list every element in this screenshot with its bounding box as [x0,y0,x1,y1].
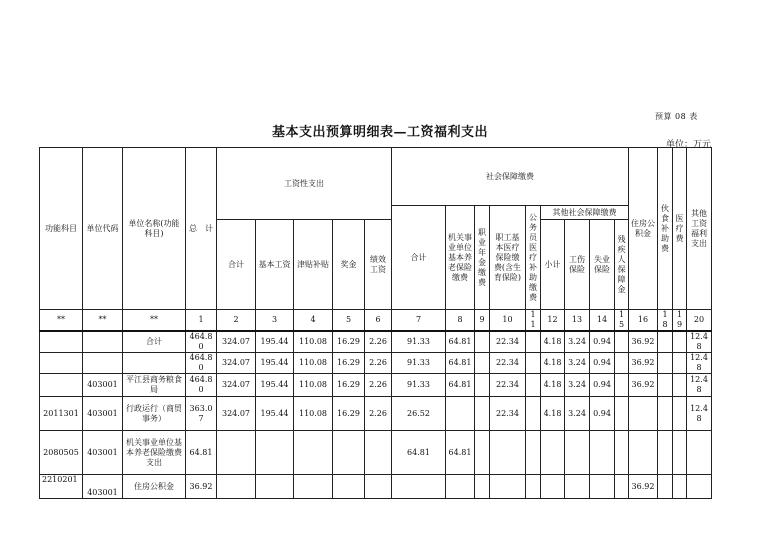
cell-civil-medical [526,331,541,353]
cell-pension: 64.81 [446,431,475,475]
cell-annuity [475,431,490,475]
cell-housing [629,431,658,475]
index-cell: 8 [446,310,475,332]
cell-bonus: 16.29 [333,331,365,353]
cell-disability [615,397,629,431]
header-other-social-group: 其他社会保障缴费 [541,206,629,220]
cell-basic-wage: 195.44 [256,397,294,431]
index-cell: 13 [565,310,590,332]
cell-medical-fee [673,431,687,475]
cell-total: 363.07 [186,397,217,431]
cell-bonus [333,475,365,499]
cell-bonus: 16.29 [333,374,365,397]
cell-total: 36.92 [186,475,217,499]
cell-housing: 36.92 [629,374,658,397]
cell-other-subtotal [541,431,565,475]
page-code: 预算 08 表 [655,112,698,121]
cell-name: 行政运行（商贸事务） [123,397,186,431]
index-cell: ** [123,310,186,332]
cell-name: 住房公积金 [123,475,186,499]
cell-disability [615,431,629,475]
cell-civil-medical [526,431,541,475]
cell-medical-fee [673,397,687,431]
cell-social-total: 91.33 [392,374,446,397]
cell-total: 464.80 [186,374,217,397]
cell-injury: 3.24 [565,374,590,397]
cell-bonus: 16.29 [333,353,365,374]
cell-pension [446,397,475,431]
cell-injury: 3.24 [565,331,590,353]
cell-unemployment: 0.94 [590,331,615,353]
cell-basic-wage [256,475,294,499]
index-row [40,310,712,332]
cell-disability [615,475,629,499]
cell-pension [446,475,475,499]
cell-other-subtotal: 4.18 [541,331,565,353]
cell-name: 机关事业单位基本养老保险缴费支出 [123,431,186,475]
cell-housing: 36.92 [629,353,658,374]
cell-other-welfare [687,431,712,475]
cell-func-code: 2080505 [40,431,83,475]
index-cell: 5 [333,310,365,332]
cell-bonus [333,431,365,475]
cell-allowance: 110.08 [294,374,333,397]
cell-medical-ins: 22.34 [490,374,526,397]
index-cell: 2 [217,310,256,332]
table-row [40,374,712,397]
cell-other-welfare: 12.48 [687,353,712,374]
cell-bonus: 16.29 [333,397,365,431]
cell-wage-total [217,475,256,499]
cell-social-total: 64.81 [392,431,446,475]
cell-disability [615,353,629,374]
header-func-subject: 功能科目 [40,148,83,310]
cell-func-code [40,374,83,397]
cell-wage-total: 324.07 [217,331,256,353]
header-civil-servant-medical: 公务员医疗补助缴费 [526,206,541,310]
index-cell: 15 [615,310,629,332]
cell-pension: 64.81 [446,374,475,397]
cell-wage-total: 324.07 [217,353,256,374]
index-cell: 11 [526,310,541,332]
cell-medical-ins: 22.34 [490,331,526,353]
cell-basic-wage: 195.44 [256,374,294,397]
cell-housing: 36.92 [629,475,658,499]
cell-wage-total [217,431,256,475]
cell-unit-code: 403001 [83,431,123,475]
header-pension: 机关事业单位基本养老保险缴费 [446,206,475,310]
header-allowance: 津贴补贴 [294,220,333,310]
cell-medical-fee [673,374,687,397]
cell-allowance [294,431,333,475]
cell-medical-fee [673,475,687,499]
cell-medical-ins [490,475,526,499]
cell-func-code: 2210201 [40,475,83,499]
cell-performance: 2.26 [365,353,392,374]
cell-unemployment [590,475,615,499]
cell-injury [565,431,590,475]
cell-performance [365,431,392,475]
cell-medical-ins: 22.34 [490,397,526,431]
cell-medical-fee [673,331,687,353]
cell-meal [658,353,673,374]
index-cell: 1 [186,310,217,332]
cell-total: 464.80 [186,353,217,374]
cell-basic-wage: 195.44 [256,353,294,374]
cell-other-welfare [687,475,712,499]
cell-func-code [40,353,83,374]
header-unit-code: 单位代码 [83,148,123,310]
cell-total: 464.80 [186,331,217,353]
header-unit-name: 单位名称(功能科目) [123,148,186,310]
table-row [40,397,712,431]
header-wage-group: 工资性支出 [217,148,392,220]
header-occupational-annuity: 职业年金缴费 [475,206,490,310]
cell-allowance: 110.08 [294,353,333,374]
page-title: 基本支出预算明细表—工资福利支出 [271,125,488,140]
header-housing-fund: 住房公积金 [629,148,658,310]
cell-meal [658,331,673,353]
cell-other-subtotal: 4.18 [541,397,565,431]
index-cell: ** [83,310,123,332]
index-cell: 7 [392,310,446,332]
cell-annuity [475,397,490,431]
header-row-1 [40,148,712,206]
cell-unit-code [83,353,123,374]
cell-allowance: 110.08 [294,331,333,353]
cell-name [123,353,186,374]
index-cell: 9 [475,310,490,332]
cell-basic-wage [256,431,294,475]
index-cell: 18 [658,310,673,332]
cell-annuity [475,374,490,397]
cell-social-total [392,475,446,499]
cell-performance: 2.26 [365,397,392,431]
cell-annuity [475,331,490,353]
cell-unit-code: 403001 [83,374,123,397]
cell-wage-total: 324.07 [217,397,256,431]
header-total: 总 计 [186,148,217,310]
cell-civil-medical [526,353,541,374]
cell-func-code [40,331,83,353]
cell-meal [658,475,673,499]
cell-disability [615,331,629,353]
cell-pension: 64.81 [446,331,475,353]
cell-performance [365,475,392,499]
cell-other-welfare: 12.48 [687,331,712,353]
cell-allowance: 110.08 [294,397,333,431]
cell-meal [658,374,673,397]
cell-annuity [475,475,490,499]
table-row [40,331,712,353]
index-cell: 4 [294,310,333,332]
index-cell: 10 [490,310,526,332]
table-row [40,475,712,499]
cell-civil-medical [526,397,541,431]
cell-performance: 2.26 [365,374,392,397]
cell-allowance [294,475,333,499]
cell-func-code: 2011301 [40,397,83,431]
cell-civil-medical [526,374,541,397]
cell-annuity [475,353,490,374]
table-row [40,353,712,374]
cell-civil-medical [526,475,541,499]
cell-total: 64.81 [186,431,217,475]
cell-disability [615,374,629,397]
cell-injury [565,475,590,499]
cell-medical-ins [490,431,526,475]
unit-note: 单位：万元 [666,140,712,150]
header-performance-wage: 绩效工资 [365,220,392,310]
header-meal-subsidy: 伙食补助费 [658,148,673,310]
cell-unit-code: 403001 [83,475,123,499]
data-body [40,331,712,499]
cell-other-subtotal: 4.18 [541,374,565,397]
cell-unemployment: 0.94 [590,397,615,431]
header-medical-insurance: 职工基本医疗保险缴费(含生育保险) [490,206,526,310]
index-cell: 6 [365,310,392,332]
cell-injury: 3.24 [565,397,590,431]
index-cell: 3 [256,310,294,332]
index-cell: 14 [590,310,615,332]
header-other-subtotal: 小计 [541,220,565,310]
cell-name: 合计 [123,331,186,353]
cell-unemployment: 0.94 [590,353,615,374]
cell-unemployment [590,431,615,475]
cell-other-welfare: 12.48 [687,374,712,397]
cell-medical-ins: 22.34 [490,353,526,374]
cell-basic-wage: 195.44 [256,331,294,353]
cell-unit-code [83,331,123,353]
header-unemployment-insurance: 失业保险 [590,220,615,310]
header-other-welfare: 其他工资福利支出 [687,148,712,310]
index-cell: 19 [673,310,687,332]
cell-unit-code: 403001 [83,397,123,431]
budget-table [39,147,712,499]
header-disability-fund: 残疾人保障金 [615,220,629,310]
cell-other-welfare: 12.48 [687,397,712,431]
cell-social-total: 26.52 [392,397,446,431]
cell-wage-total: 324.07 [217,374,256,397]
table-row [40,431,712,475]
index-cell: 16 [629,310,658,332]
cell-unemployment: 0.94 [590,374,615,397]
index-cell: ** [40,310,83,332]
header-medical: 医疗费 [673,148,687,310]
cell-performance: 2.26 [365,331,392,353]
header-injury-insurance: 工伤保险 [565,220,590,310]
cell-meal [658,431,673,475]
cell-other-subtotal: 4.18 [541,353,565,374]
cell-medical-fee [673,353,687,374]
header-social-subtotal: 合计 [392,206,446,310]
cell-housing: 36.92 [629,331,658,353]
cell-pension: 64.81 [446,353,475,374]
cell-social-total: 91.33 [392,331,446,353]
header-social-group: 社会保障缴费 [392,148,629,206]
index-cell: 20 [687,310,712,332]
header-wage-subtotal: 合计 [217,220,256,310]
header-bonus: 奖金 [333,220,365,310]
cell-meal [658,397,673,431]
index-cell: 12 [541,310,565,332]
cell-social-total: 91.33 [392,353,446,374]
header-basic-wage: 基本工资 [256,220,294,310]
cell-name: 平江县商务粮食局 [123,374,186,397]
cell-housing [629,397,658,431]
cell-injury: 3.24 [565,353,590,374]
cell-other-subtotal [541,475,565,499]
